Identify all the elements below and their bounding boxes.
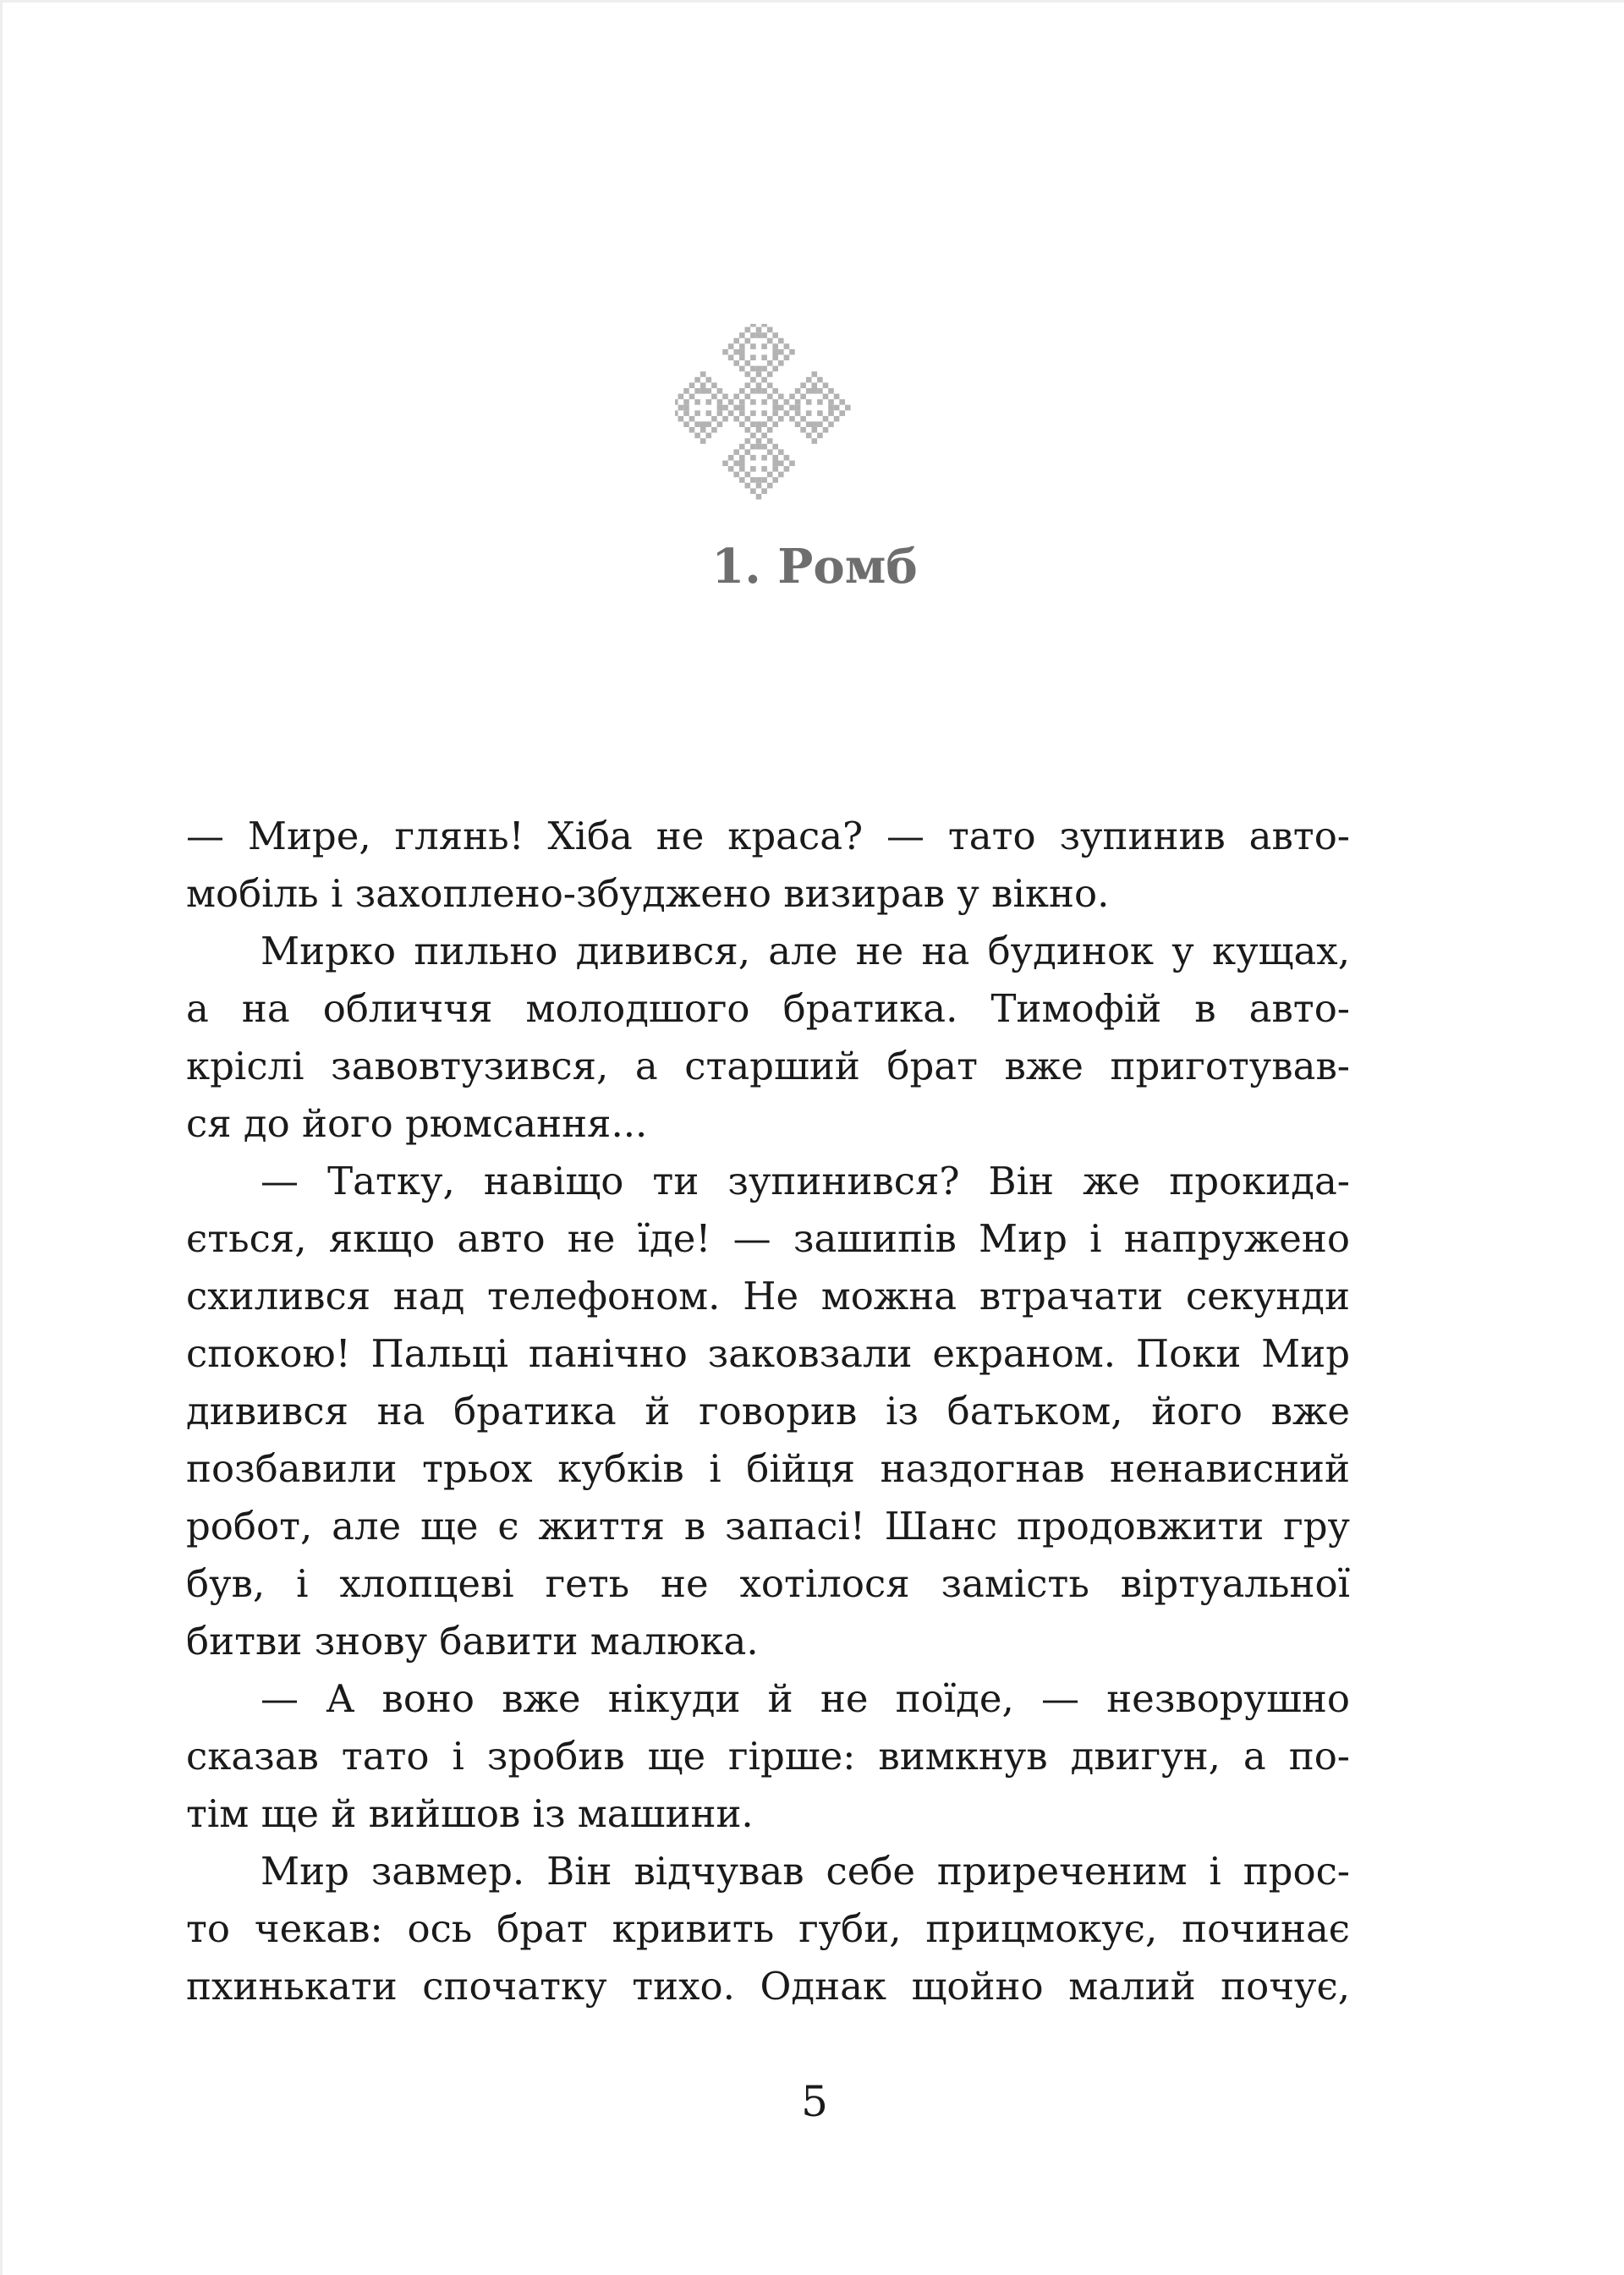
chapter-title: 1. Ромб [711, 539, 918, 595]
text-line: позбавили трьох кубків і бійця наздогнав ненависний [186, 1446, 1350, 1491]
ornament-graphic [675, 324, 853, 502]
text-line: тім ще й вийшов із машини. [186, 1791, 754, 1836]
page-number: 5 [801, 2077, 828, 2126]
text-line: пхинькати спочатку тихо. Однак щойно малий почує, [186, 1964, 1350, 2009]
text-line: а на обличчя молодшого братика. Тимофій в авто- [186, 986, 1350, 1031]
text-line: сказав тато і зробив ще гірше: вимкнув двигун, а по- [186, 1734, 1350, 1779]
text-line: — А воно вже нікуди й не поїде, — незворушно [261, 1676, 1350, 1721]
text-line: то чекав: ось брат кривить губи, прицмокує, починає [186, 1906, 1350, 1951]
text-line: дивився на братика й говорив із батьком, його вже [186, 1389, 1350, 1434]
text-line: ється, якщо авто не їде! — зашипів Мир і напружено [186, 1216, 1350, 1261]
text-line: ся до його рюмсання... [186, 1101, 648, 1146]
embroidery-diamond-ornament-icon [675, 324, 853, 502]
text-line: робот, але ще є життя в запасі! Шанс продовжити гру [186, 1504, 1350, 1549]
text-line: — Мире, глянь! Хіба не краса? — тато зупинив авто- [186, 814, 1350, 858]
text-line: — Татку, навіщо ти зупинився? Він же прокида- [261, 1159, 1350, 1203]
text-line: був, і хлопцеві геть не хотілося замість віртуальної [186, 1561, 1350, 1606]
chapter-body-text [186, 808, 1350, 2015]
text-line: Мир завмер. Він відчував себе приреченим і прос- [261, 1849, 1350, 1894]
text-line: Мирко пильно дивився, але не на будинок у кущах, [261, 929, 1350, 973]
text-line: битви знову бавити малюка. [186, 1619, 759, 1664]
text-line: схилився над телефоном. Не можна втрачати секунди [186, 1274, 1350, 1318]
text-line: мобіль і захоплено-збуджено визирав у вікно. [186, 871, 1110, 916]
text-line: кріслі завовтузився, а старший брат вже приготував- [186, 1044, 1350, 1088]
text-line: спокою! Пальці панічно заковзали екраном. Поки Мир [186, 1331, 1350, 1376]
